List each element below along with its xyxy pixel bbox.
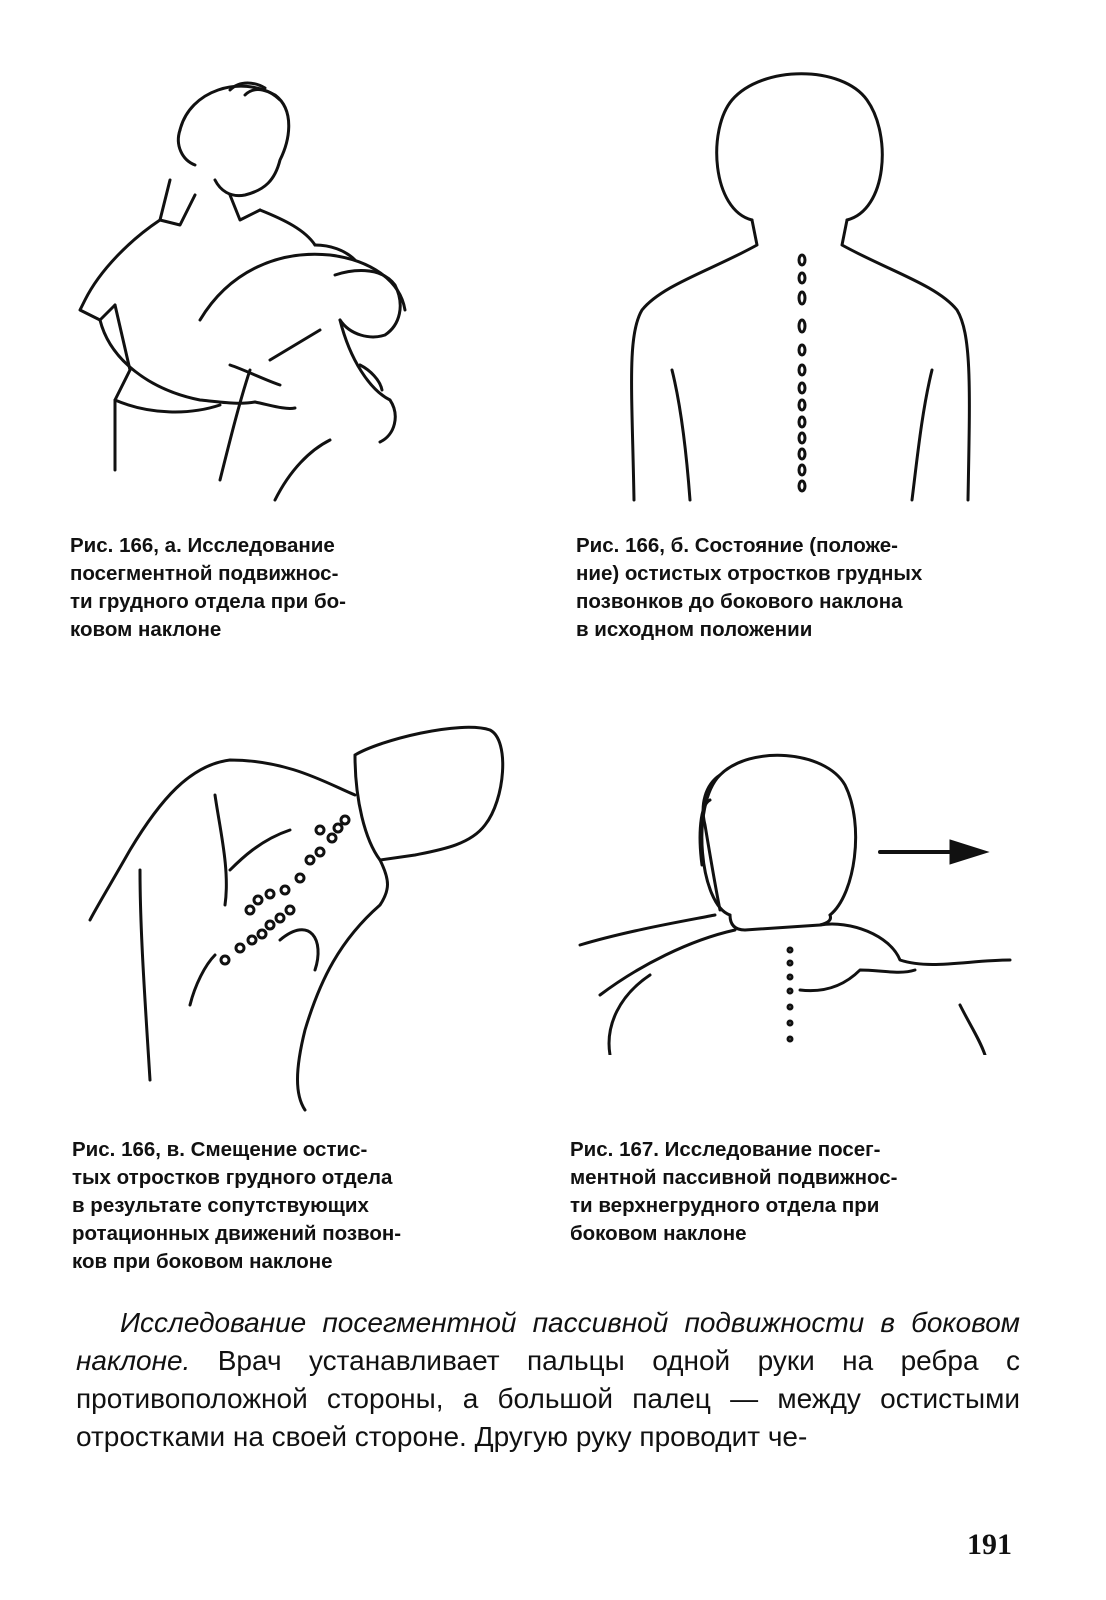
figure-166b-illustration xyxy=(612,70,992,510)
caption-line: ротационных движений позвон- xyxy=(72,1222,402,1245)
caption-line: тых отростков грудного отдела xyxy=(72,1166,393,1189)
caption-line: ковом наклоне xyxy=(70,618,222,641)
figure-166v-illustration xyxy=(80,700,530,1120)
body-paragraph xyxy=(76,1304,1020,1456)
caption-line: Рис. 167. Исследование посег- xyxy=(570,1138,881,1161)
caption-line: боковом наклоне xyxy=(570,1222,747,1245)
caption-166v xyxy=(72,1136,512,1276)
caption-166a xyxy=(70,532,450,644)
caption-line: Рис. 166, а. Исследование xyxy=(70,534,335,557)
caption-line: посегментной подвижнос- xyxy=(70,562,339,585)
caption-line: в исходном положении xyxy=(576,618,813,641)
caption-166b xyxy=(576,532,1016,644)
body-italic-lead: Исследование посегментной пассивной подвижности в боковом наклоне. xyxy=(76,1307,1020,1376)
caption-line: позвонков до бокового наклона xyxy=(576,590,903,613)
caption-line: Рис. 166, б. Состояние (положе- xyxy=(576,534,898,557)
caption-line: в результате сопутствующих xyxy=(72,1194,369,1217)
body-text: Врач устанавливает пальцы одной руки на ребра с противоположной стороны, а большой палец — между остистыми отростками на своей стороне. Другую руку проводит че- xyxy=(76,1345,1020,1452)
caption-167 xyxy=(570,1136,1016,1248)
displaced-process-markers xyxy=(221,816,349,964)
figure-167-illustration xyxy=(570,745,1020,1055)
caption-line: ти верхнегрудного отдела при xyxy=(570,1194,880,1217)
spine-dots xyxy=(788,948,792,1041)
caption-line: ков при боковом наклоне xyxy=(72,1250,333,1273)
caption-line: ментной пассивной подвижнос- xyxy=(570,1166,898,1189)
spinous-process-markers xyxy=(799,255,805,491)
caption-line: ние) остистых отростков грудных xyxy=(576,562,923,585)
figure-166a-illustration xyxy=(70,70,470,520)
direction-arrow-icon xyxy=(880,840,988,864)
caption-line: Рис. 166, в. Смещение остис- xyxy=(72,1138,368,1161)
page-number: 191 xyxy=(967,1528,1012,1561)
caption-line: ти грудного отдела при бо- xyxy=(70,590,346,613)
